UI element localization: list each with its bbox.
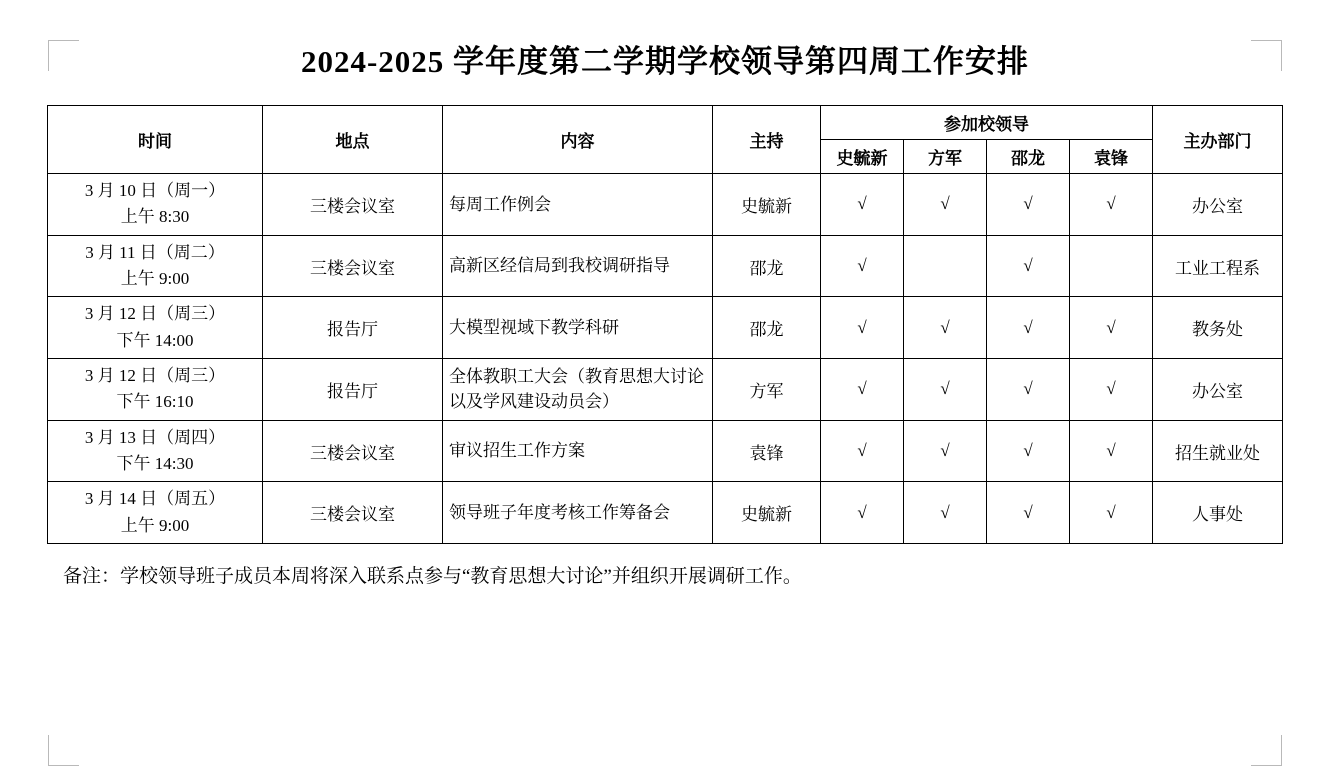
cell-attend-1: √ (821, 482, 904, 544)
cell-department: 办公室 (1153, 359, 1283, 421)
column-header-content: 内容 (443, 106, 713, 174)
table-row (48, 482, 1283, 544)
table-row (48, 174, 1283, 236)
column-header-leader-3: 邵龙 (987, 140, 1070, 174)
cell-attend-3: √ (987, 359, 1070, 421)
cell-host: 史毓新 (713, 482, 821, 544)
cell-content: 高新区经信局到我校调研指导 (443, 235, 713, 297)
cell-host: 史毓新 (713, 174, 821, 236)
table-row (48, 235, 1283, 297)
column-header-leader-4: 袁锋 (1070, 140, 1153, 174)
document-page (0, 36, 1330, 770)
cell-attend-3: √ (987, 235, 1070, 297)
cell-place: 报告厅 (263, 359, 443, 421)
cell-date-text: 3 月 14 日（周五） (84, 489, 226, 509)
cell-date-text: 3 月 11 日（周二） (85, 242, 225, 262)
cell-time (48, 235, 263, 297)
cell-attend-4 (1070, 235, 1153, 297)
cell-time-text: 下午 16:10 (116, 392, 194, 412)
table-body (48, 174, 1283, 544)
crop-mark-bottom-left (48, 735, 79, 766)
cell-date-text: 3 月 10 日（周一） (84, 181, 226, 200)
cell-attend-4: √ (1070, 482, 1153, 544)
column-header-leaders-group: 参加校领导 (821, 106, 1153, 140)
cell-content: 审议招生工作方案 (443, 420, 713, 482)
cell-date-text: 3 月 13 日（周四） (84, 427, 226, 447)
cell-attend-3: √ (987, 297, 1070, 359)
cell-host: 袁锋 (713, 420, 821, 482)
cell-attend-3: √ (987, 420, 1070, 482)
cell-attend-1: √ (821, 420, 904, 482)
cell-place: 三楼会议室 (263, 235, 443, 297)
cell-date-text: 3 月 12 日（周三） (84, 366, 226, 386)
crop-mark-top-left (48, 40, 79, 71)
cell-content: 全体教职工大会（教育思想大讨论以及学风建设动员会） (443, 359, 713, 421)
cell-host: 邵龙 (713, 235, 821, 297)
cell-time (48, 482, 263, 544)
cell-time (48, 297, 263, 359)
cell-department: 招生就业处 (1153, 420, 1283, 482)
table-row (48, 297, 1283, 359)
cell-attend-4: √ (1070, 359, 1153, 421)
cell-department: 工业工程系 (1153, 235, 1283, 297)
cell-time-text: 下午 14:00 (116, 330, 194, 350)
cell-time (48, 420, 263, 482)
footnote: 备注：学校领导班子成员本周将深入联系点参与“教育思想大讨论”并组织开展调研工作。 (63, 566, 802, 588)
schedule-table (47, 105, 1283, 544)
cell-attend-2 (904, 235, 987, 297)
cell-date-text: 3 月 12 日（周三） (84, 304, 226, 324)
cell-attend-2: √ (904, 359, 987, 421)
cell-time (48, 174, 263, 236)
cell-time-text: 上午 9:00 (120, 269, 190, 289)
cell-attend-2: √ (904, 174, 987, 236)
cell-place: 三楼会议室 (263, 482, 443, 544)
table-header (48, 106, 1283, 174)
cell-content: 领导班子年度考核工作筹备会 (443, 482, 713, 544)
cell-attend-1: √ (821, 359, 904, 421)
column-header-leader-2: 方军 (904, 140, 987, 174)
cell-attend-1: √ (821, 297, 904, 359)
cell-attend-4: √ (1070, 420, 1153, 482)
cell-attend-2: √ (904, 482, 987, 544)
cell-attend-1: √ (821, 174, 904, 236)
column-header-time: 时间 (48, 106, 263, 174)
cell-host: 邵龙 (713, 297, 821, 359)
cell-attend-1: √ (821, 235, 904, 297)
cell-content: 大模型视域下教学科研 (443, 297, 713, 359)
crop-mark-top-right (1251, 40, 1282, 71)
column-header-department: 主办部门 (1153, 106, 1283, 174)
cell-host: 方军 (713, 359, 821, 421)
cell-attend-2: √ (904, 420, 987, 482)
table-row (48, 359, 1283, 421)
cell-attend-3: √ (987, 174, 1070, 236)
cell-department: 办公室 (1153, 174, 1283, 236)
table-row (48, 420, 1283, 482)
cell-time-text: 上午 8:30 (120, 207, 190, 227)
cell-attend-3: √ (987, 482, 1070, 544)
cell-time (48, 359, 263, 421)
cell-attend-4: √ (1070, 297, 1153, 359)
cell-time-text: 上午 9:00 (120, 515, 190, 535)
cell-attend-2: √ (904, 297, 987, 359)
page-title: 2024-2025 学年度第二学期学校领导第四周工作安排 (300, 44, 1030, 79)
cell-attend-4: √ (1070, 174, 1153, 236)
cell-place: 报告厅 (263, 297, 443, 359)
cell-place: 三楼会议室 (263, 420, 443, 482)
cell-content: 每周工作例会 (443, 174, 713, 236)
column-header-host: 主持 (713, 106, 821, 174)
cell-department: 人事处 (1153, 482, 1283, 544)
cell-time-text: 下午 14:30 (116, 454, 194, 474)
column-header-leader-1: 史毓新 (821, 140, 904, 174)
column-header-place: 地点 (263, 106, 443, 174)
cell-department: 教务处 (1153, 297, 1283, 359)
crop-mark-bottom-right (1251, 735, 1282, 766)
cell-place: 三楼会议室 (263, 174, 443, 236)
